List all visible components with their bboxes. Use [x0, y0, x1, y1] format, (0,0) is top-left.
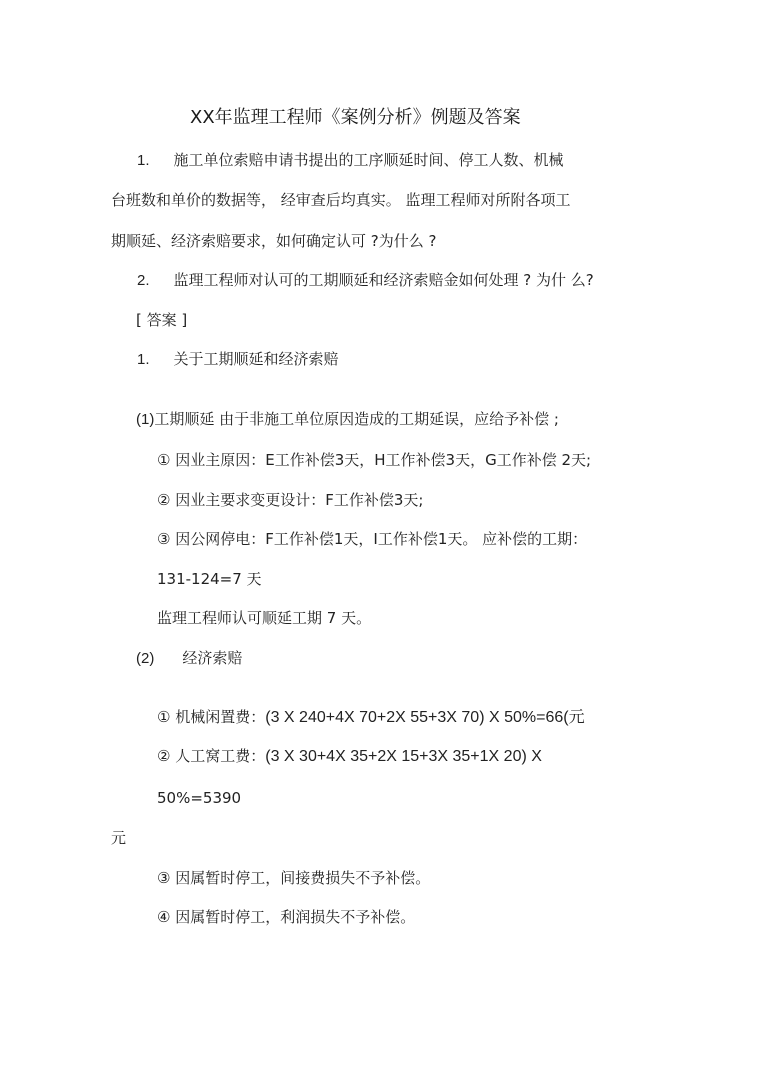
part-1-item-1	[157, 450, 591, 470]
part-2-item-2-continuation: 50%=5390	[157, 789, 242, 807]
question-1-line-2: 台班数和单价的数据等， 经审查后均真实。 监理工程师对所附各项工	[111, 191, 571, 209]
question-1-line-1	[137, 150, 564, 171]
item-marker: ④	[157, 908, 171, 926]
part-1-calculation: 131-124=7 天	[157, 570, 262, 588]
part-2-heading	[136, 648, 242, 669]
item-marker: ①	[157, 451, 171, 469]
part-1-label: (1)	[136, 411, 155, 428]
answer-section-1	[137, 349, 339, 370]
question-1-line-3: 期顺延、经济索赔要求，如何确定认可 ?为什么 ?	[111, 232, 437, 250]
item-text: 因公网停电：F工作补偿1天，I工作补偿1天。 应补偿的工期：	[175, 530, 588, 548]
item-marker: ②	[157, 491, 171, 509]
part-2-item-1	[157, 707, 585, 728]
question-1-text: 施工单位索赔申请书提出的工序顺延时间、停工人数、机械	[173, 151, 564, 169]
item-text: 因业主要求变更设计：F工作补偿3天;	[175, 491, 424, 509]
item-label: 机械闲置费：	[175, 708, 266, 726]
item-label: 人工窝工费：	[175, 747, 266, 765]
item-text: 因属暂时停工，利润损失不予补偿。	[175, 908, 416, 926]
item-formula: (3 X 240+4X 70+2X 55+3X 70) X 50%=66(元	[265, 709, 585, 726]
part-1-conclusion: 监理工程师认可顺延工期 7 天。	[157, 609, 372, 627]
item-formula: (3 X 30+4X 35+2X 15+3X 35+1X 20) X	[265, 748, 542, 765]
part-1-item-2	[157, 490, 423, 510]
question-2-text: 监理工程师对认可的工期顺延和经济索赔金如何处理 ? 为什 么?	[173, 271, 594, 289]
section-1-heading: 关于工期顺延和经济索赔	[173, 350, 339, 368]
item-marker: ②	[157, 747, 171, 765]
document-title: XX年监理工程师《案例分析》例题及答案	[190, 107, 521, 128]
part-2-text: 经济索赔	[182, 649, 243, 667]
question-2	[137, 270, 594, 291]
question-1-number: 1.	[137, 152, 150, 169]
part-1-item-3	[157, 529, 587, 549]
item-marker: ③	[157, 530, 171, 548]
question-2-number: 2.	[137, 272, 150, 289]
part-2-item-4	[157, 907, 415, 927]
item-marker: ③	[157, 869, 171, 887]
part-2-item-2-unit: 元	[111, 829, 127, 847]
part-2-item-2	[157, 746, 542, 767]
part-1-text: 工期顺延 由于非施工单位原因造成的工期延误，应给予补偿 ;	[154, 410, 559, 428]
section-1-number: 1.	[137, 351, 150, 368]
part-1-heading	[136, 409, 559, 430]
part-2-label: (2)	[136, 650, 155, 667]
item-text: 因属暂时停工，间接费损失不予补偿。	[175, 869, 431, 887]
answer-label: [ 答案 ]	[136, 311, 188, 329]
part-2-item-3	[157, 868, 430, 888]
item-marker: ①	[157, 708, 171, 726]
item-text: 因业主原因：E工作补偿3天，H工作补偿3天，G工作补偿 2天;	[175, 451, 592, 469]
